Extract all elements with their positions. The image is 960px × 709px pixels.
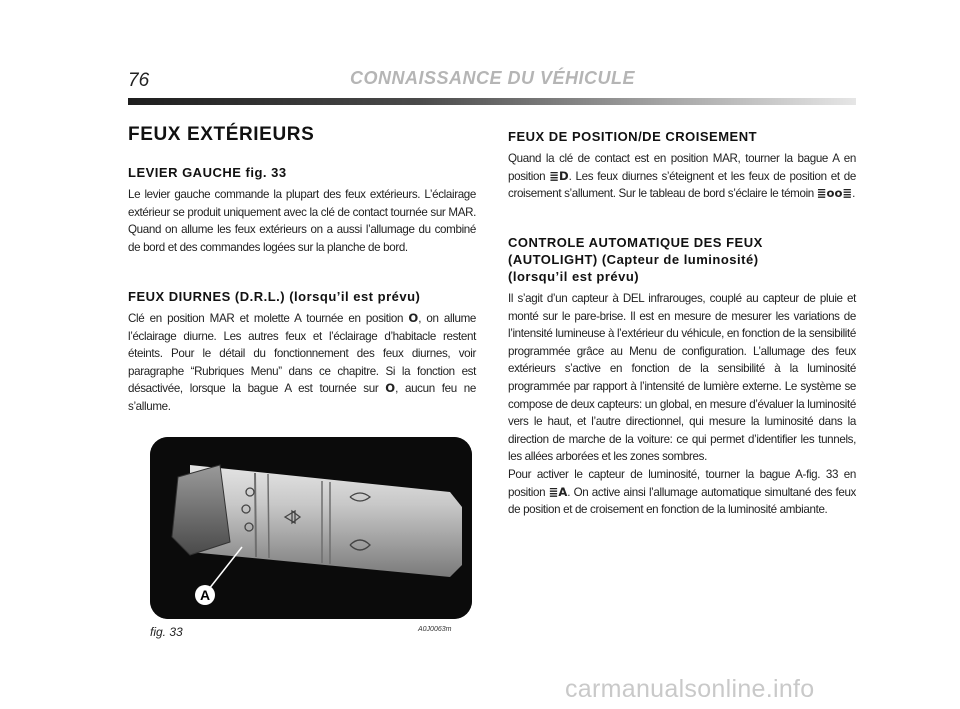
section-text-left-lever: Le levier gauche commande la plupart des feux extérieurs. L’éclairage extérieur se produit uniquement avec la clé de contact tournée sur MAR. Quand on allume les feux extérieurs on a aussi l’allumage du combiné de bord et des commandes logées sur la planche de bord. — [128, 188, 476, 254]
pos-text-part-2: . Les feux diurnes s’éteignent et les feux de position et de croisement s’allument. Sur le tableau de bord s’éclaire le témoin — [508, 169, 856, 201]
section-heading-position-lights: FEUX DE POSITION/DE CROISEMENT — [508, 129, 758, 144]
section-text-drl — [128, 310, 476, 416]
section-heading-drl: FEUX DIURNES (D.R.L.) (lorsqu’il est prévu) — [128, 289, 421, 304]
lever-illustration — [150, 437, 472, 619]
section-heading-autolight-3: (lorsqu’il est prévu) — [508, 269, 640, 284]
section-text-position-lights — [508, 150, 856, 203]
off-symbol: O — [408, 311, 419, 325]
pos-text-part-1: Quand la clé de contact est en position MAR, tourner la bague A en position — [508, 152, 856, 183]
page-number: 76 — [128, 70, 150, 91]
page-title: FEUX EXTÉRIEURS — [128, 124, 315, 145]
pos-text-part-3: . — [852, 187, 856, 201]
figure-lever-photo — [150, 437, 472, 619]
off-symbol: O — [385, 381, 396, 396]
section-heading-autolight-2: (AUTOLIGHT) (Capteur de luminosité) — [508, 252, 759, 267]
drl-text-part-2: , on allume l’éclairage diurne. Les autres feux et l’éclairage d’habitacle restent éteints. Pour le détail du fonctionnement des feux diurnes, voir paragraphe “Rubriques Menu” dans ce chapitre. Si la fonction est désactivée, lorsque la bague A est tournée sur — [128, 312, 476, 396]
section-heading-left-lever: LEVIER GAUCHE fig. 33 — [128, 165, 287, 180]
section-text-autolight: Il s’agit d’un capteur à DEL infrarouges, couplé au capteur de pluie et monté sur le pare-brise. Il est en mesure de mesurer les variations de l’intensité lumineuse à l’extérieur du véhicule, en fonction de la sensibilité programmée grâce au Menu de configuration. L’allumage des feux extérieurs s’active en fonction de la sensibilité à la luminosité programmée par rapport à l’intensité de lumière externe. Le système se compose de deux capteurs: un global, en mesure d’évaluer la luminosité vers le haut, et l’autre directionnel, qui mesure la luminosité dans la direction de marche de la voiture: ce qui permet d’identifier les tunnels, les allées arborées et les zones sombres. — [508, 292, 856, 464]
side-lights-symbol: ≣oo≣ — [816, 186, 853, 201]
low-beam-symbol: ≣D — [549, 168, 569, 183]
figure-caption: fig. 33 — [150, 625, 183, 639]
running-title: CONNAISSANCE DU VÉHICULE — [350, 68, 636, 88]
callout-label: A — [199, 587, 211, 603]
watermark: carmanualsonline.info — [565, 675, 815, 703]
figure-code: A0J0063m — [418, 626, 452, 633]
header-rule — [128, 98, 856, 105]
section-heading-autolight-1: CONTROLE AUTOMATIQUE DES FEUX — [508, 235, 763, 250]
auto-text-part-1: Pour activer le capteur de luminosité, tourner la bague A-fig. 33 en position — [508, 468, 856, 499]
section-text-autolight-activation — [508, 466, 856, 519]
drl-text-part-3: , aucun feu ne s’allume. — [128, 382, 476, 413]
auto-text-part-2: . On active ainsi l’allumage automatique simultané des feux de position et de croisement en fonction de la luminosité ambiante. — [508, 485, 856, 517]
auto-light-symbol: ≣A — [548, 484, 568, 499]
drl-text-part-1: Clé en position MAR et molette A tournée en position — [128, 312, 409, 325]
